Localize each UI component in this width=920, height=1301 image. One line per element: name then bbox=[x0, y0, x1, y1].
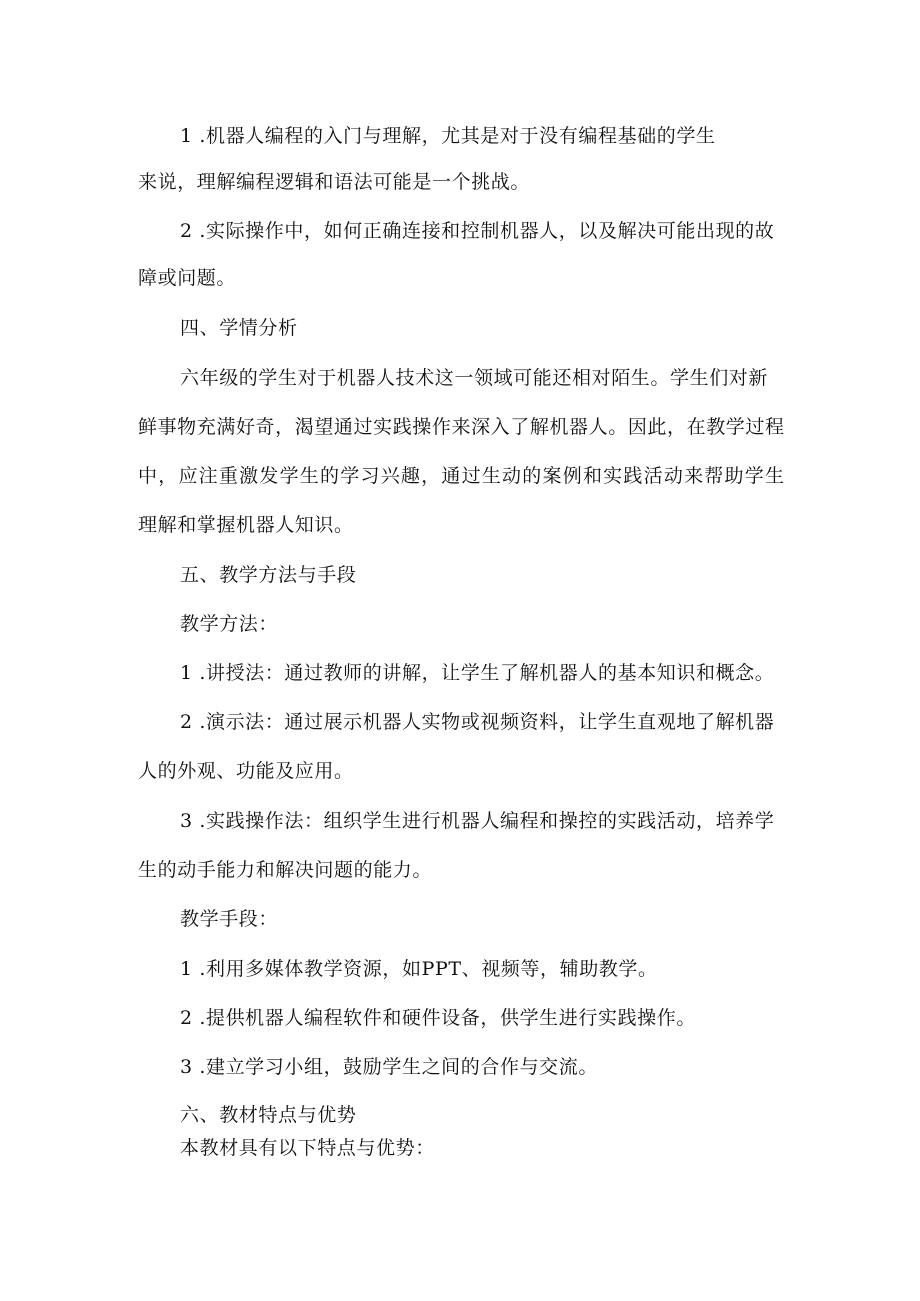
means-item-3: 3 .建立学习小组，鼓励学生之间的合作与交流。 bbox=[180, 1056, 598, 1078]
learner-analysis-para-line-2: 鲜事物充满好奇，渴望通过实践操作来深入了解机器人。因此，在教学过程 bbox=[138, 416, 784, 438]
subheading-means: 教学手段： bbox=[180, 908, 279, 930]
means-item-2: 2 .提供机器人编程软件和硬件设备，供学生进行实践操作。 bbox=[180, 1007, 696, 1029]
method-item-1: 1 .讲授法：通过教师的讲解，让学生了解机器人的基本知识和概念。 bbox=[180, 662, 775, 684]
subheading-methods: 教学方法： bbox=[180, 613, 279, 635]
difficulty-item-2-cont: 障或问题。 bbox=[138, 267, 237, 289]
learner-analysis-para-line-3: 中，应注重激发学生的学习兴趣，通过生动的案例和实践活动来帮助学生 bbox=[138, 465, 784, 487]
method-item-3: 3 .实践操作法：组织学生进行机器人编程和操控的实践活动，培养学 bbox=[180, 810, 775, 832]
difficulty-item-2: 2 .实际操作中，如何正确连接和控制机器人，以及解决可能出现的故 bbox=[180, 220, 775, 242]
section-heading-textbook-features: 六、教材特点与优势 bbox=[180, 1104, 357, 1126]
method-item-2: 2 .演示法：通过展示机器人实物或视频资料，让学生直观地了解机器 bbox=[180, 711, 775, 733]
method-item-3-cont: 生的动手能力和解决问题的能力。 bbox=[138, 859, 433, 881]
method-item-2-cont: 人的外观、功能及应用。 bbox=[138, 760, 354, 782]
textbook-features-intro: 本教材具有以下特点与优势： bbox=[180, 1137, 435, 1159]
section-heading-learner-analysis: 四、学情分析 bbox=[180, 317, 298, 339]
means-item-1: 1 .利用多媒体教学资源，如PPT、视频等，辅助教学。 bbox=[180, 958, 658, 980]
difficulty-item-1: 1 .机器人编程的入门与理解，尤其是对于没有编程基础的学生 bbox=[180, 125, 716, 147]
section-heading-teaching-methods: 五、教学方法与手段 bbox=[180, 564, 357, 586]
difficulty-item-1-cont: 来说，理解编程逻辑和语法可能是一个挑战。 bbox=[138, 171, 531, 193]
learner-analysis-para-line-1: 六年级的学生对于机器人技术这一领域可能还相对陌生。学生们对新 bbox=[180, 367, 769, 389]
learner-analysis-para-line-4: 理解和掌握机器人知识。 bbox=[138, 514, 354, 536]
